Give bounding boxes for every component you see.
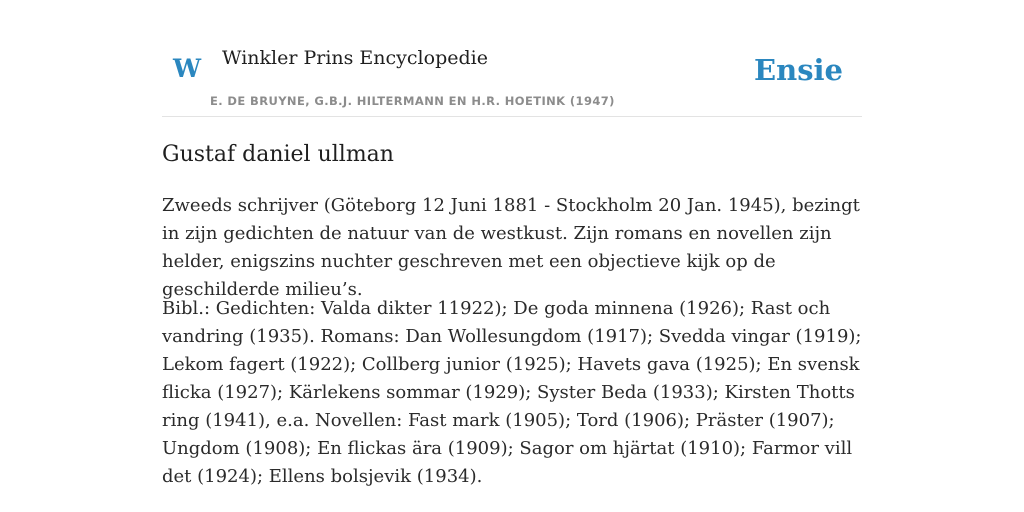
encyclopedia-logo-icon[interactable]: W bbox=[173, 54, 202, 83]
encyclopedia-authors: E. DE BRUYNE, G.B.J. HILTERMANN EN H.R. HOETINK (1947) bbox=[210, 94, 615, 108]
article-title: Gustaf daniel ullman bbox=[162, 142, 394, 167]
bibliography-paragraph: Bibl.: Gedichten: Valda dikter 11922); De goda minnena (1926); Rast och vandring (1935). Romans: Dan Wollesungdom (1917); Svedda vingar (1919); Lekom fagert (1922); Collberg junior (1925); Havets gava (1925); En svensk flicka (1927); Kärlekens sommar (1929); Syster Beda (1933); Kirsten Thotts ring (1941), e.a. Novellen: Fast mark (1905); Tord (1906); Präster (1907); Ungdom (1908); En flickas ära (1909); Sagor om hjärtat (1910); Farmor vill det (1924); Ellens bolsjevik (1934). bbox=[162, 298, 862, 487]
article-paragraph: Zweeds schrijver (Göteborg 12 Juni 1881 - Stockholm 20 Jan. 1945), bezingt in zijn gedichten de natuur van de westkust. Zijn romans en novellen zijn helder, enigszins nuchter geschreven met een objectieve kijk op de geschilderde milieu’s. bbox=[162, 195, 860, 300]
encyclopedia-header bbox=[162, 0, 862, 117]
ensie-logo[interactable]: Ensie bbox=[754, 53, 843, 87]
article-card bbox=[162, 0, 862, 487]
encyclopedia-title[interactable]: Winkler Prins Encyclopedie bbox=[222, 47, 488, 69]
